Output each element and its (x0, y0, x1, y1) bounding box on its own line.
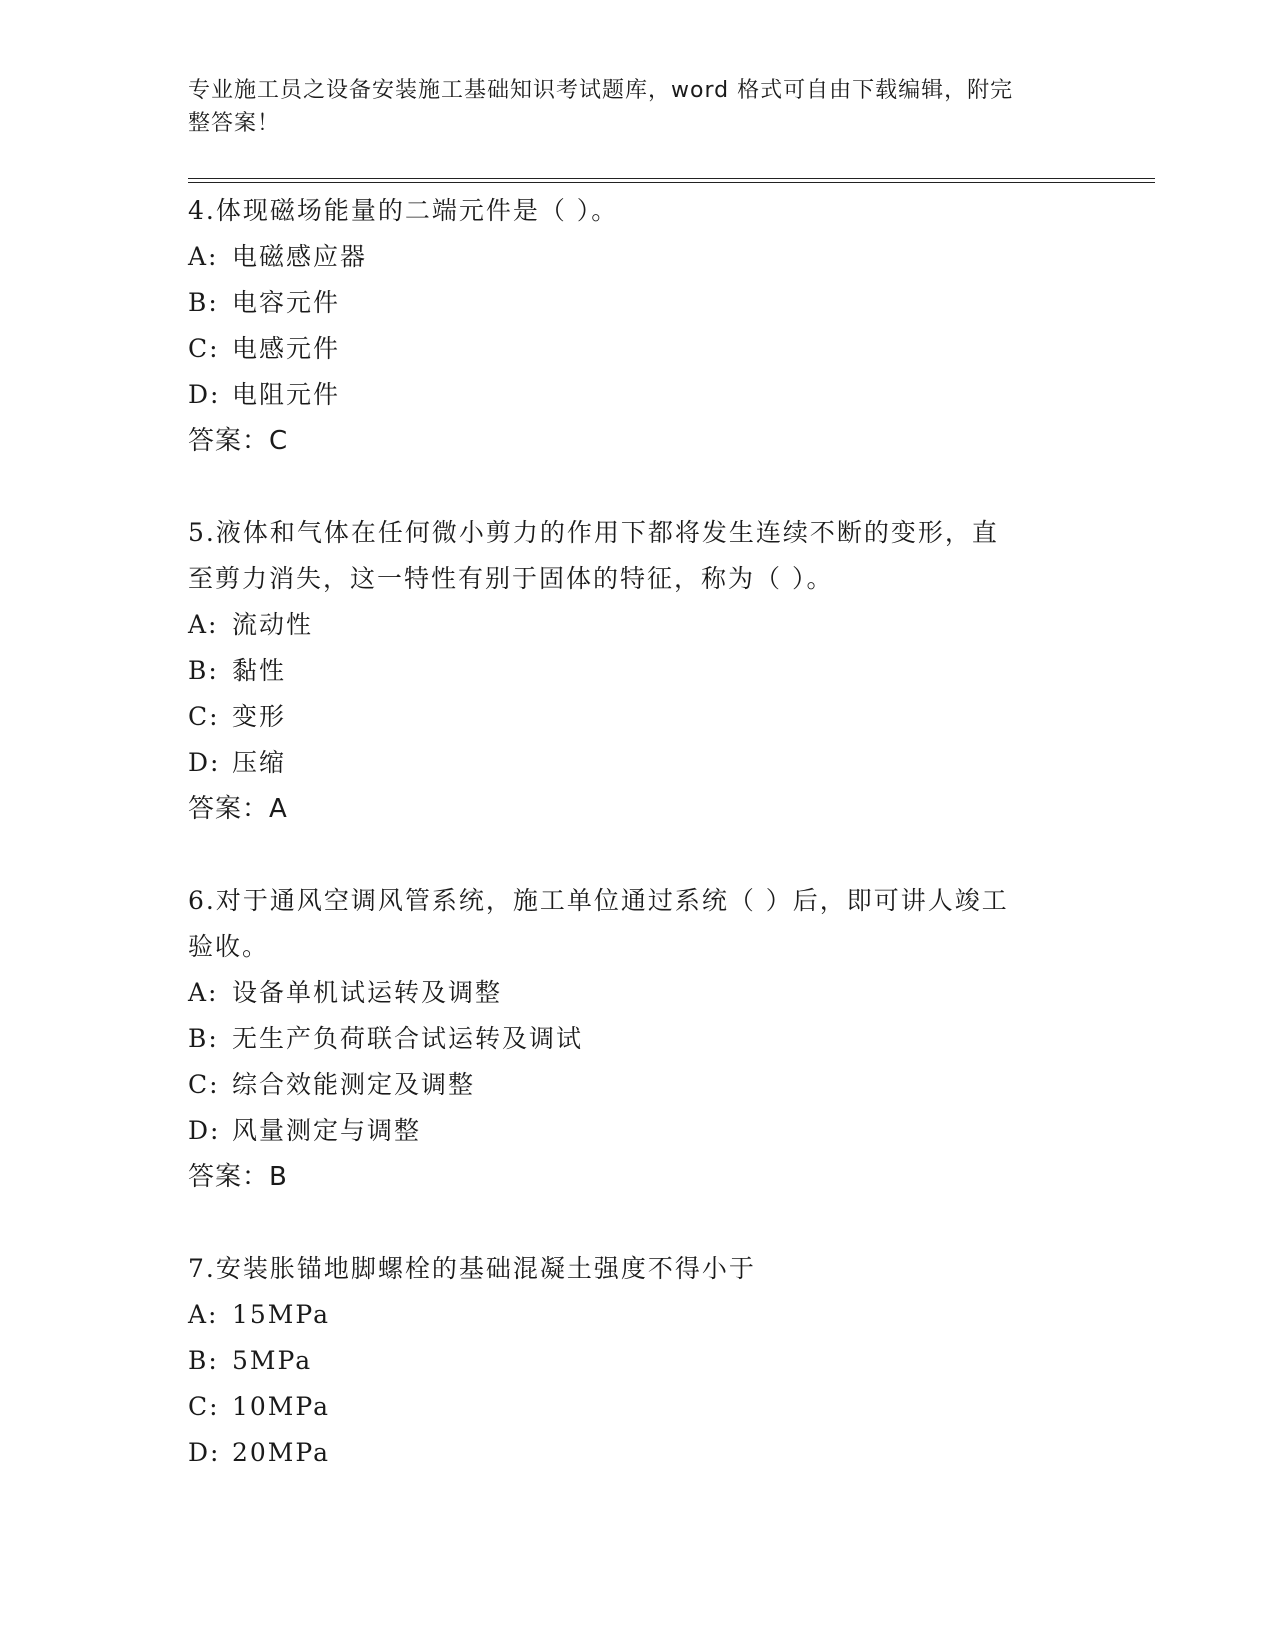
option-letter: C: (188, 334, 220, 363)
question-text: 7.安装胀锚地脚螺栓的基础混凝土强度不得小于 (188, 1254, 756, 1283)
option-letter: A: (188, 610, 219, 639)
option-letter: B: (188, 1346, 219, 1375)
option-d (188, 372, 1088, 418)
option-letter: A: (188, 242, 219, 271)
option-text: 15MPa (232, 1300, 331, 1329)
option-b (188, 1016, 1088, 1062)
option-text: 变形 (232, 702, 287, 731)
option-letter: B: (188, 288, 219, 317)
question-5 (188, 510, 1088, 832)
option-text: 无生产负荷联合试运转及调试 (232, 1024, 584, 1053)
header-line-2: 整答案！ (188, 111, 281, 136)
option-letter: B: (188, 1024, 219, 1053)
option-d (188, 1430, 1088, 1476)
option-letter: C: (188, 702, 220, 731)
question-7 (188, 1246, 1088, 1476)
option-text: 综合效能测定及调整 (232, 1070, 476, 1099)
option-text: 10MPa (232, 1392, 331, 1421)
option-d (188, 1108, 1088, 1154)
option-letter: D: (188, 380, 221, 409)
option-letter: D: (188, 1116, 221, 1145)
option-letter: D: (188, 748, 221, 777)
option-text: 电磁感应器 (232, 242, 368, 271)
option-text: 电感元件 (232, 334, 341, 363)
option-letter: A: (188, 978, 219, 1007)
option-letter: D: (188, 1438, 221, 1467)
answer-line: 答案：A (188, 794, 288, 824)
option-text: 流动性 (232, 610, 314, 639)
answer-line: 答案：C (188, 426, 289, 456)
option-letter: A: (188, 1300, 219, 1329)
question-4 (188, 188, 1088, 464)
question-6 (188, 878, 1088, 1200)
option-c (188, 1062, 1088, 1108)
question-text: 4.体现磁场能量的二端元件是（ ）。 (188, 196, 619, 225)
option-b (188, 648, 1088, 694)
question-text: 5.液体和气体在任何微小剪力的作用下都将发生连续不断的变形，直 (188, 518, 999, 547)
option-a (188, 602, 1088, 648)
option-letter: B: (188, 656, 219, 685)
option-text: 20MPa (232, 1438, 331, 1467)
option-c (188, 1384, 1088, 1430)
option-c (188, 326, 1088, 372)
question-text-continued: 至剪力消失，这一特性有别于固体的特征，称为（ ）。 (188, 564, 834, 593)
option-text: 电容元件 (232, 288, 341, 317)
option-text: 5MPa (232, 1346, 313, 1375)
option-a (188, 234, 1088, 280)
option-c (188, 694, 1088, 740)
option-letter: C: (188, 1392, 220, 1421)
document-header (188, 74, 1068, 140)
header-divider (188, 178, 1155, 183)
question-list (188, 188, 1088, 1522)
header-line-1: 专业施工员之设备安装施工基础知识考试题库，word 格式可自由下载编辑，附完 (188, 78, 1014, 103)
question-text: 6.对于通风空调风管系统，施工单位通过系统（ ）后，即可讲人竣工 (188, 886, 1009, 915)
option-text: 风量测定与调整 (232, 1116, 422, 1145)
option-text: 压缩 (232, 748, 287, 777)
answer-line: 答案：B (188, 1162, 288, 1192)
question-text-continued: 验收。 (188, 932, 270, 961)
option-text: 电阻元件 (232, 380, 341, 409)
option-text: 黏性 (232, 656, 287, 685)
option-d (188, 740, 1088, 786)
option-a (188, 1292, 1088, 1338)
option-text: 设备单机试运转及调整 (232, 978, 503, 1007)
option-b (188, 280, 1088, 326)
option-b (188, 1338, 1088, 1384)
option-a (188, 970, 1088, 1016)
option-letter: C: (188, 1070, 220, 1099)
